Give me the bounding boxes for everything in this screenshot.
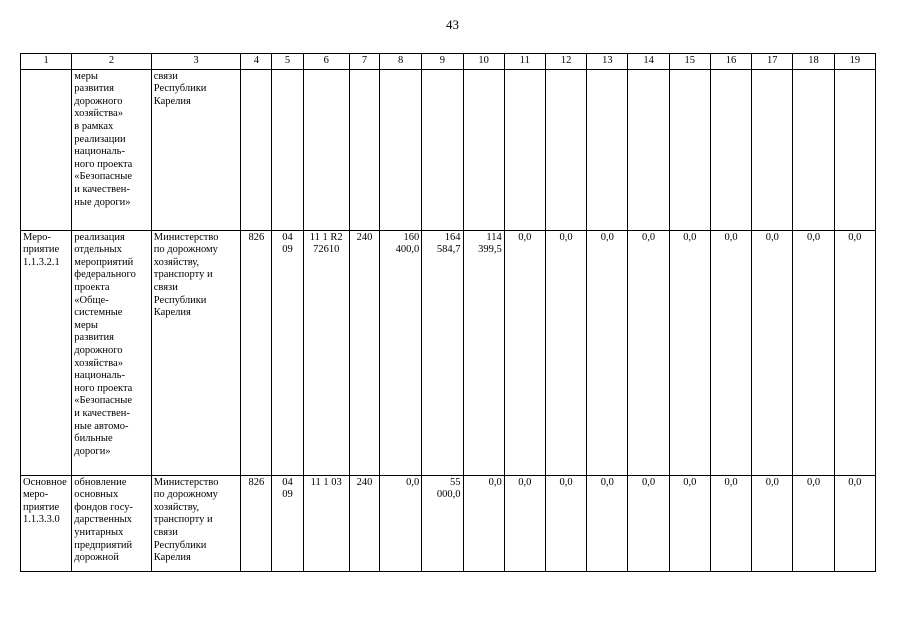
data-cell: 0,0 (380, 475, 422, 571)
data-cell: 0,0 (504, 475, 545, 571)
data-cell: 0,0 (710, 475, 751, 571)
column-header: 2 (72, 54, 151, 70)
data-cell: 0,0 (504, 230, 545, 475)
column-header: 5 (272, 54, 303, 70)
data-cell: 0,0 (752, 475, 793, 571)
data-cell: 0,0 (545, 475, 586, 571)
column-header: 19 (834, 54, 875, 70)
data-cell: 11 1 03 (303, 475, 349, 571)
data-cell: 0,0 (793, 475, 834, 571)
data-cell (793, 69, 834, 230)
column-header: 16 (710, 54, 751, 70)
data-cell: 114 399,5 (463, 230, 504, 475)
row-description-cell: обновление основных фондов госу- дарственных унитарных предприятий дорожной (72, 475, 151, 571)
column-header: 10 (463, 54, 504, 70)
data-cell: 0,0 (793, 230, 834, 475)
table-row (21, 475, 876, 571)
data-cell: 0,0 (463, 475, 504, 571)
data-cell: 0,0 (752, 230, 793, 475)
data-cell (349, 69, 379, 230)
data-cell: 04 09 (272, 475, 303, 571)
data-cell: 826 (241, 230, 272, 475)
data-cell: 0,0 (669, 475, 710, 571)
data-cell: 826 (241, 475, 272, 571)
data-cell (272, 69, 303, 230)
column-header: 9 (422, 54, 463, 70)
budget-table (20, 53, 876, 572)
table-row (21, 69, 876, 230)
row-code-cell: Основное меро- приятие 1.1.3.3.0 (21, 475, 72, 571)
data-cell (834, 69, 875, 230)
column-header: 14 (628, 54, 669, 70)
data-cell: 04 09 (272, 230, 303, 475)
column-header: 3 (151, 54, 241, 70)
row-responsible-cell: связи Республики Карелия (151, 69, 241, 230)
row-description-cell: реализация отдельных мероприятий федерального проекта «Обще- системные меры развития дорожного хозяйства» националь- ного проекта «Безопасные и качествен- ные автомо- бильные дороги» (72, 230, 151, 475)
column-header: 13 (587, 54, 628, 70)
data-cell: 0,0 (587, 475, 628, 571)
data-cell: 0,0 (710, 230, 751, 475)
data-cell (504, 69, 545, 230)
column-header: 7 (349, 54, 379, 70)
column-header: 12 (545, 54, 586, 70)
column-header: 4 (241, 54, 272, 70)
column-header: 8 (380, 54, 422, 70)
data-cell: 240 (349, 475, 379, 571)
table-header-row (21, 54, 876, 70)
column-header: 1 (21, 54, 72, 70)
column-header: 11 (504, 54, 545, 70)
column-header: 15 (669, 54, 710, 70)
column-header: 6 (303, 54, 349, 70)
data-cell: 0,0 (834, 475, 875, 571)
row-code-cell: Меро- приятие 1.1.3.2.1 (21, 230, 72, 475)
data-cell: 0,0 (587, 230, 628, 475)
data-cell (628, 69, 669, 230)
data-cell: 55 000,0 (422, 475, 463, 571)
row-description-cell: меры развития дорожного хозяйства» в рамках реализации националь- ного проекта «Безопасные и качествен- ные дороги» (72, 69, 151, 230)
data-cell: 0,0 (628, 475, 669, 571)
data-cell: 0,0 (834, 230, 875, 475)
column-header: 18 (793, 54, 834, 70)
row-responsible-cell: Министерство по дорожному хозяйству, транспорту и связи Республики Карелия (151, 230, 241, 475)
data-cell (710, 69, 751, 230)
data-cell (422, 69, 463, 230)
data-cell (545, 69, 586, 230)
data-cell: 0,0 (545, 230, 586, 475)
data-cell (303, 69, 349, 230)
page-number: 43 (446, 17, 459, 32)
table-row (21, 230, 876, 475)
data-cell: 240 (349, 230, 379, 475)
data-cell (587, 69, 628, 230)
row-code-cell (21, 69, 72, 230)
data-cell: 0,0 (669, 230, 710, 475)
data-cell (241, 69, 272, 230)
data-cell (752, 69, 793, 230)
data-cell (463, 69, 504, 230)
data-cell: 164 584,7 (422, 230, 463, 475)
data-cell: 160 400,0 (380, 230, 422, 475)
data-cell: 11 1 R2 72610 (303, 230, 349, 475)
data-cell (380, 69, 422, 230)
data-cell (669, 69, 710, 230)
data-cell: 0,0 (628, 230, 669, 475)
column-header: 17 (752, 54, 793, 70)
row-responsible-cell: Министерство по дорожному хозяйству, транспорту и связи Республики Карелия (151, 475, 241, 571)
